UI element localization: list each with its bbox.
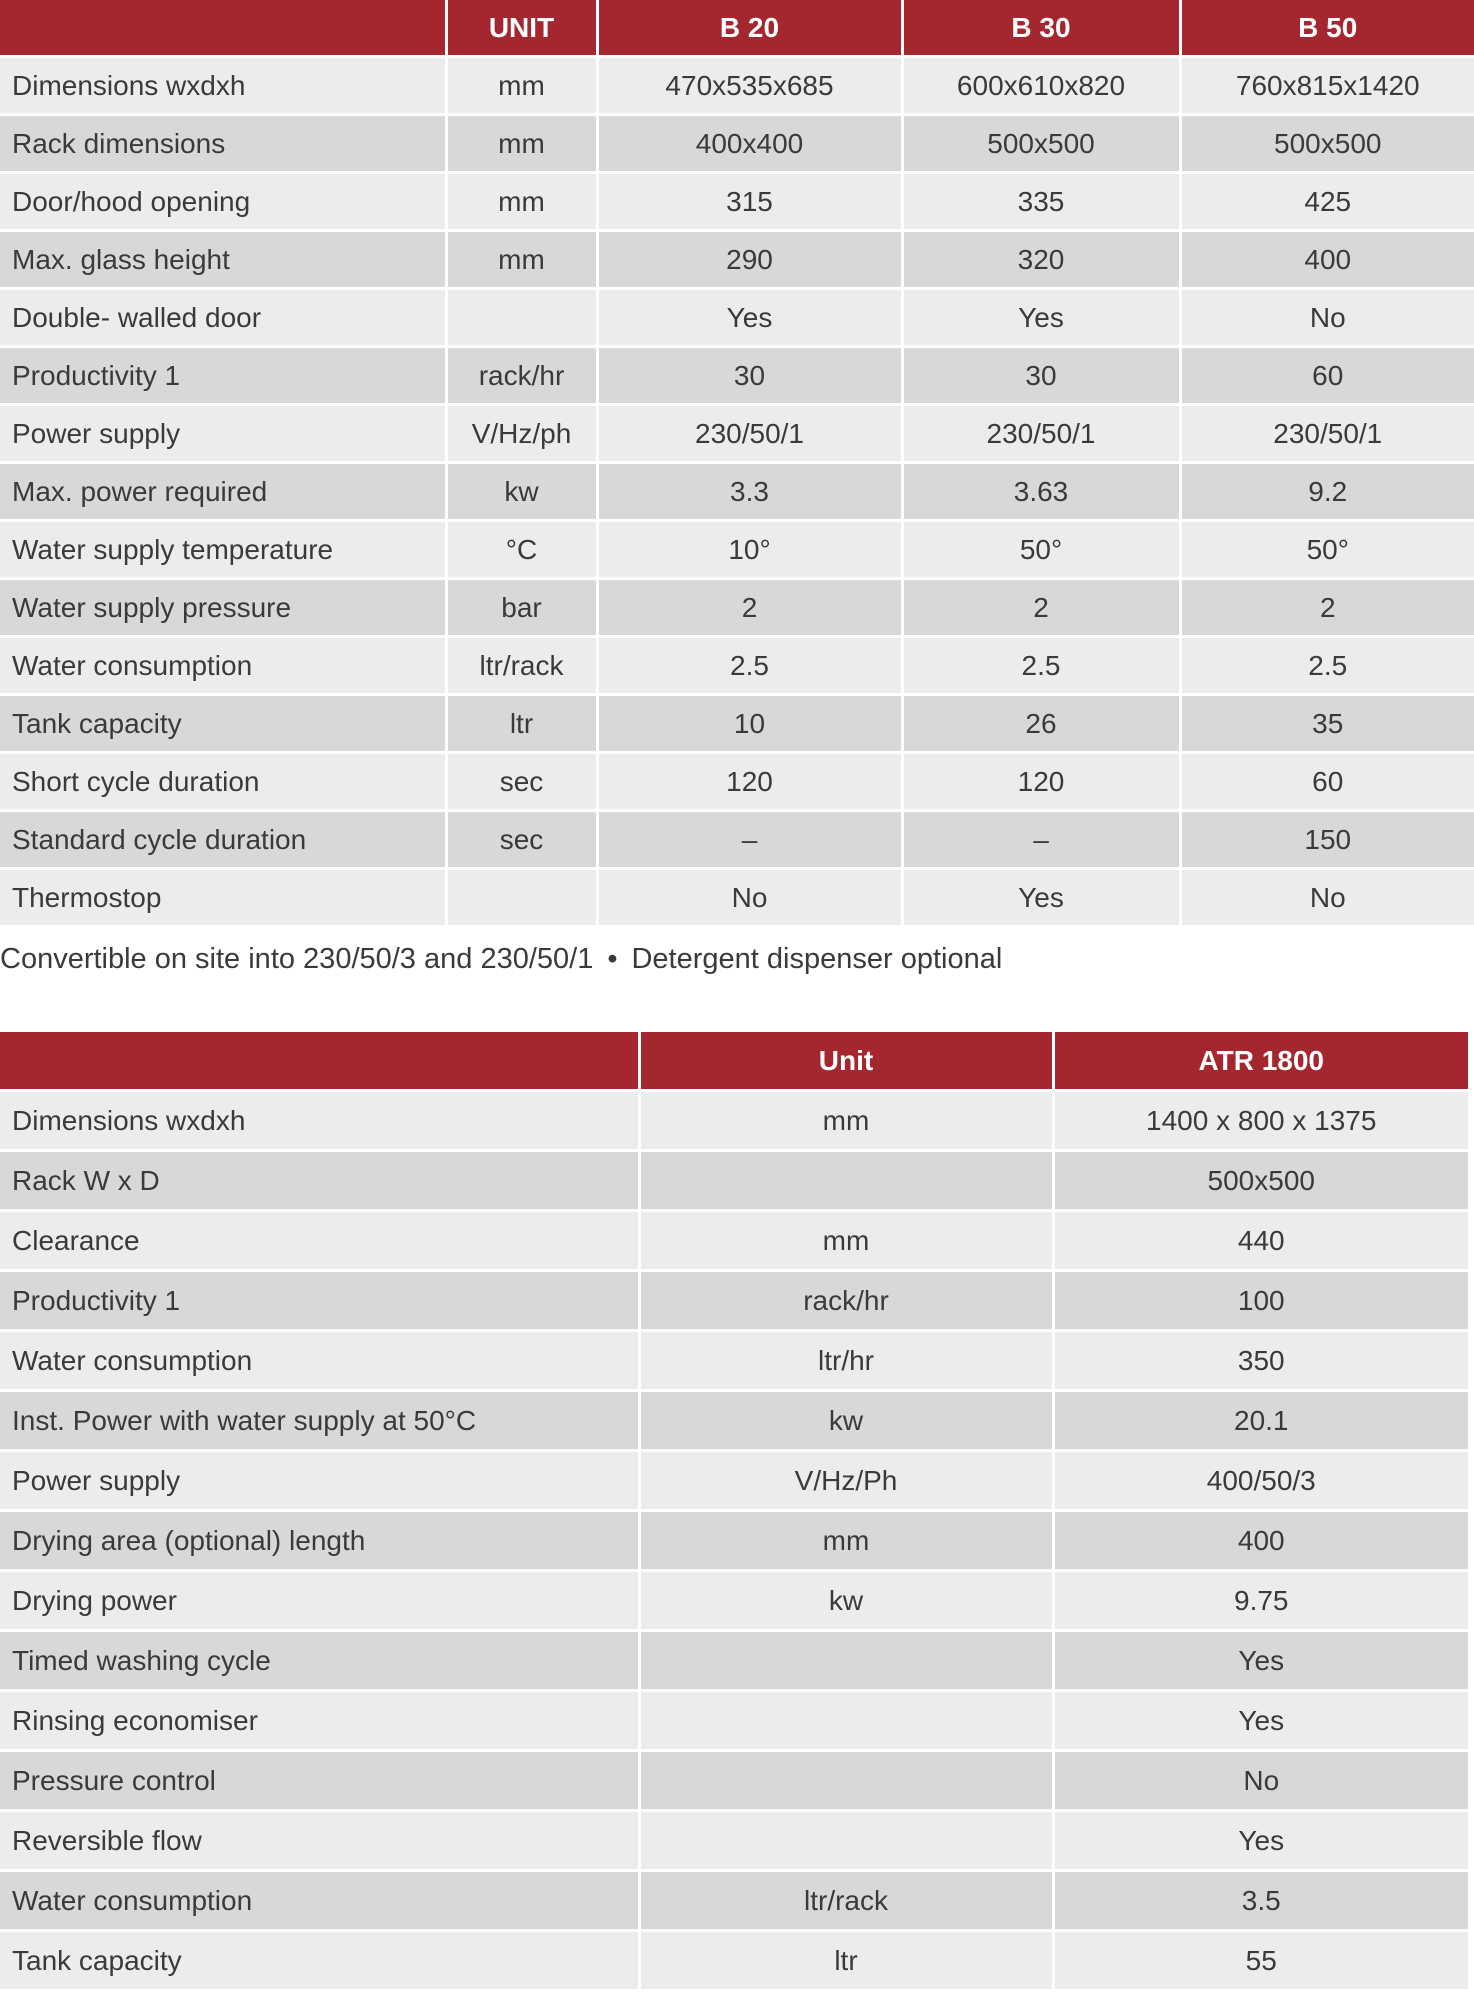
unit-cell: ltr/hr — [639, 1331, 1053, 1391]
table-row — [0, 1691, 1468, 1751]
parameter-cell: Max. power required — [0, 463, 446, 521]
b20-value-cell: 315 — [597, 173, 902, 231]
b50-value-cell: 230/50/1 — [1180, 405, 1474, 463]
parameter-cell: Drying area (optional) length — [0, 1511, 639, 1571]
table-row — [0, 1151, 1468, 1211]
parameter-cell: Timed washing cycle — [0, 1631, 639, 1691]
parameter-cell: Drying power — [0, 1571, 639, 1631]
atr1800-value-cell: 100 — [1053, 1271, 1468, 1331]
unit-cell: °C — [446, 521, 597, 579]
b50-value-cell: 60 — [1180, 347, 1474, 405]
unit-cell: sec — [446, 753, 597, 811]
parameter-cell: Inst. Power with water supply at 50°C — [0, 1391, 639, 1451]
unit-cell: kw — [446, 463, 597, 521]
b50-value-cell: 400 — [1180, 231, 1474, 289]
b50-value-cell: 60 — [1180, 753, 1474, 811]
parameter-cell: Door/hood opening — [0, 173, 446, 231]
parameter-cell: Dimensions wxdxh — [0, 57, 446, 115]
table-row — [0, 1271, 1468, 1331]
table-row — [0, 811, 1474, 869]
unit-cell — [639, 1631, 1053, 1691]
table-row — [0, 405, 1474, 463]
b30-value-cell: 26 — [902, 695, 1180, 753]
parameter-cell: Water consumption — [0, 1871, 639, 1931]
atr1800-value-cell: 400/50/3 — [1053, 1451, 1468, 1511]
table-row — [0, 1091, 1468, 1151]
atr1800-value-cell: 500x500 — [1053, 1151, 1468, 1211]
unit-cell — [446, 869, 597, 927]
b30-value-cell: 50° — [902, 521, 1180, 579]
table-row — [0, 1451, 1468, 1511]
table-row — [0, 1211, 1468, 1271]
footnote-bullet: • — [607, 943, 618, 975]
atr1800-value-cell: 3.5 — [1053, 1871, 1468, 1931]
atr1800-value-cell: 1400 x 800 x 1375 — [1053, 1091, 1468, 1151]
b50-value-cell: No — [1180, 289, 1474, 347]
b30-value-cell: – — [902, 811, 1180, 869]
b50-value-cell: No — [1180, 869, 1474, 927]
table-row — [0, 1331, 1468, 1391]
parameter-cell: Max. glass height — [0, 231, 446, 289]
table-row — [0, 753, 1474, 811]
parameter-cell: Double- walled door — [0, 289, 446, 347]
table-row — [0, 637, 1474, 695]
parameter-cell: Water supply pressure — [0, 579, 446, 637]
b20-value-cell: 120 — [597, 753, 902, 811]
table-row — [0, 1571, 1468, 1631]
atr1800-value-cell: Yes — [1053, 1631, 1468, 1691]
table-row — [0, 115, 1474, 173]
b50-value-cell: 2.5 — [1180, 637, 1474, 695]
unit-cell: mm — [639, 1511, 1053, 1571]
table-row — [0, 57, 1474, 115]
b30-value-cell: 335 — [902, 173, 1180, 231]
table-header-row — [0, 1032, 1468, 1091]
b30-value-cell: 2 — [902, 579, 1180, 637]
table-row — [0, 1511, 1468, 1571]
unit-cell: mm — [446, 115, 597, 173]
b50-value-cell: 9.2 — [1180, 463, 1474, 521]
atr1800-value-cell: 55 — [1053, 1931, 1468, 1991]
b20-value-cell: 230/50/1 — [597, 405, 902, 463]
b50-value-cell: 35 — [1180, 695, 1474, 753]
header-cell-b20: B 20 — [597, 0, 902, 57]
b20-value-cell: No — [597, 869, 902, 927]
parameter-cell: Rack W x D — [0, 1151, 639, 1211]
parameter-cell: Reversible flow — [0, 1811, 639, 1871]
b20-value-cell: – — [597, 811, 902, 869]
table-row — [0, 1811, 1468, 1871]
b30-value-cell: 600x610x820 — [902, 57, 1180, 115]
atr1800-value-cell: 440 — [1053, 1211, 1468, 1271]
table-row — [0, 289, 1474, 347]
footnote-convertible: Convertible on site into 230/50/3 and 230/50/1 — [0, 943, 594, 975]
unit-cell: mm — [446, 231, 597, 289]
atr1800-value-cell: 20.1 — [1053, 1391, 1468, 1451]
b30-value-cell: Yes — [902, 869, 1180, 927]
parameter-cell: Rinsing economiser — [0, 1691, 639, 1751]
unit-cell: mm — [446, 173, 597, 231]
parameter-cell: Power supply — [0, 405, 446, 463]
parameter-cell: Water consumption — [0, 1331, 639, 1391]
atr1800-value-cell: 400 — [1053, 1511, 1468, 1571]
atr1800-value-cell: Yes — [1053, 1811, 1468, 1871]
unit-cell — [639, 1751, 1053, 1811]
b30-value-cell: 30 — [902, 347, 1180, 405]
unit-cell: ltr/rack — [639, 1871, 1053, 1931]
header-cell-b50: B 50 — [1180, 0, 1474, 57]
parameter-cell: Productivity 1 — [0, 347, 446, 405]
spec-table-b-series — [0, 0, 1474, 928]
unit-cell: kw — [639, 1571, 1053, 1631]
parameter-cell: Tank capacity — [0, 695, 446, 753]
unit-cell: V/Hz/Ph — [639, 1451, 1053, 1511]
unit-cell: ltr — [446, 695, 597, 753]
table-body — [0, 57, 1474, 927]
footnote-detergent: Detergent dispenser optional — [631, 943, 1003, 975]
unit-cell: mm — [446, 57, 597, 115]
b30-value-cell: 500x500 — [902, 115, 1180, 173]
b20-value-cell: 3.3 — [597, 463, 902, 521]
parameter-cell: Water consumption — [0, 637, 446, 695]
header-cell-unit: UNIT — [446, 0, 597, 57]
spec-table-atr-1800 — [0, 1032, 1468, 1992]
parameter-cell: Pressure control — [0, 1751, 639, 1811]
table-header-row — [0, 0, 1474, 57]
b20-value-cell: 10 — [597, 695, 902, 753]
b30-value-cell: 230/50/1 — [902, 405, 1180, 463]
unit-cell: sec — [446, 811, 597, 869]
unit-cell: mm — [639, 1091, 1053, 1151]
header-cell-atr1800: ATR 1800 — [1053, 1032, 1468, 1091]
unit-cell — [639, 1691, 1053, 1751]
b20-value-cell: 290 — [597, 231, 902, 289]
b20-value-cell: Yes — [597, 289, 902, 347]
unit-cell: rack/hr — [446, 347, 597, 405]
table-row — [0, 1871, 1468, 1931]
b50-value-cell: 50° — [1180, 521, 1474, 579]
table-body — [0, 1091, 1468, 1991]
table-row — [0, 463, 1474, 521]
table-row — [0, 1631, 1468, 1691]
unit-cell: ltr — [639, 1931, 1053, 1991]
table-row — [0, 1751, 1468, 1811]
b50-value-cell: 425 — [1180, 173, 1474, 231]
parameter-cell: Thermostop — [0, 869, 446, 927]
b50-value-cell: 150 — [1180, 811, 1474, 869]
parameter-cell: Dimensions wxdxh — [0, 1091, 639, 1151]
table-row — [0, 173, 1474, 231]
atr1800-value-cell: Yes — [1053, 1691, 1468, 1751]
unit-cell — [639, 1151, 1053, 1211]
header-cell-parameter — [0, 1032, 639, 1091]
parameter-cell: Short cycle duration — [0, 753, 446, 811]
b50-value-cell: 500x500 — [1180, 115, 1474, 173]
atr1800-value-cell: 9.75 — [1053, 1571, 1468, 1631]
b30-value-cell: 3.63 — [902, 463, 1180, 521]
table-row — [0, 869, 1474, 927]
parameter-cell: Rack dimensions — [0, 115, 446, 173]
unit-cell — [639, 1811, 1053, 1871]
b20-value-cell: 2.5 — [597, 637, 902, 695]
table-row — [0, 579, 1474, 637]
unit-cell — [446, 289, 597, 347]
table-row — [0, 1931, 1468, 1991]
b30-value-cell: 120 — [902, 753, 1180, 811]
atr1800-value-cell: No — [1053, 1751, 1468, 1811]
table-row — [0, 347, 1474, 405]
unit-cell: mm — [639, 1211, 1053, 1271]
b30-value-cell: Yes — [902, 289, 1180, 347]
table-row — [0, 231, 1474, 289]
parameter-cell: Power supply — [0, 1451, 639, 1511]
b20-value-cell: 470x535x685 — [597, 57, 902, 115]
b50-value-cell: 760x815x1420 — [1180, 57, 1474, 115]
b20-value-cell: 10° — [597, 521, 902, 579]
parameter-cell: Standard cycle duration — [0, 811, 446, 869]
parameter-cell: Productivity 1 — [0, 1271, 639, 1331]
unit-cell: kw — [639, 1391, 1053, 1451]
header-cell-b30: B 30 — [902, 0, 1180, 57]
unit-cell: bar — [446, 579, 597, 637]
unit-cell: V/Hz/ph — [446, 405, 597, 463]
unit-cell: rack/hr — [639, 1271, 1053, 1331]
b30-value-cell: 2.5 — [902, 637, 1180, 695]
unit-cell: ltr/rack — [446, 637, 597, 695]
table-row — [0, 695, 1474, 753]
parameter-cell: Water supply temperature — [0, 521, 446, 579]
table-row — [0, 521, 1474, 579]
b20-value-cell: 30 — [597, 347, 902, 405]
header-cell-unit: Unit — [639, 1032, 1053, 1091]
b20-value-cell: 400x400 — [597, 115, 902, 173]
b50-value-cell: 2 — [1180, 579, 1474, 637]
footnote — [0, 943, 1002, 976]
parameter-cell: Tank capacity — [0, 1931, 639, 1991]
b30-value-cell: 320 — [902, 231, 1180, 289]
table-row — [0, 1391, 1468, 1451]
parameter-cell: Clearance — [0, 1211, 639, 1271]
b20-value-cell: 2 — [597, 579, 902, 637]
atr1800-value-cell: 350 — [1053, 1331, 1468, 1391]
header-cell-parameter — [0, 0, 446, 57]
